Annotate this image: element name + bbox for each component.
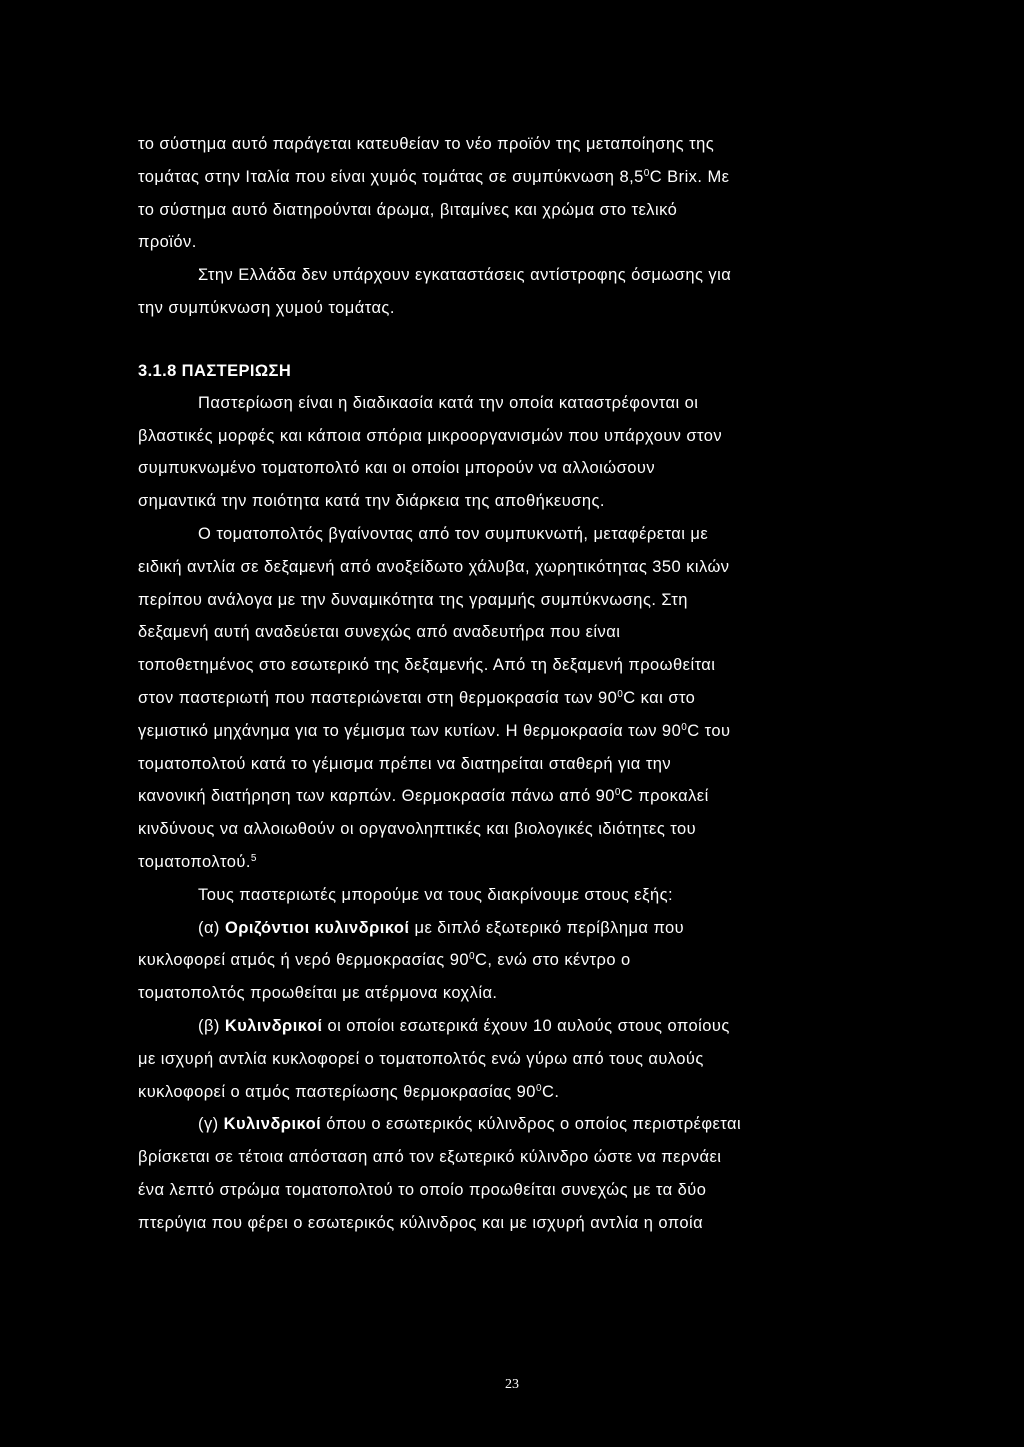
paragraph-line: την συμπύκνωση χυμού τομάτας. xyxy=(138,298,395,317)
list-item-line: (γ) Κυλινδρικοί όπου ο εσωτερικός κύλινδρος ο οποίος περιστρέφεται xyxy=(198,1115,742,1134)
list-item-line: βρίσκεται σε τέτοια απόσταση από τον εξωτερικό κύλινδρο ώστε να περνάει xyxy=(138,1148,722,1167)
paragraph-line: σημαντικά την ποιότητα κατά την διάρκεια της αποθήκευσης. xyxy=(138,492,605,511)
list-item-line: τοματοπολτός προωθείται με ατέρμονα κοχλία. xyxy=(138,984,498,1003)
paragraph-line: Τους παστεριωτές μπορούμε να τους διακρίνουμε στους εξής: xyxy=(198,885,674,904)
list-item-line: με ισχυρή αντλία κυκλοφορεί ο τοματοπολτός ενώ γύρω από τους αυλούς xyxy=(138,1049,704,1068)
paragraph-line: τοματοπολτού κατά το γέμισμα πρέπει να διατηρείται σταθερή για την xyxy=(138,754,672,773)
page-number: 23 xyxy=(505,1377,519,1392)
paragraph-line: συμπυκνωμένο τοματοπολτό και οι οποίοι μπορούν να αλλοιώσουν xyxy=(138,459,656,478)
list-item-line: κυκλοφορεί ο ατμός παστερίωσης θερμοκρασίας $90^0C$. xyxy=(138,1082,560,1101)
paragraph-line: κανονική διατήρηση των καρπών. Θερμοκρασία πάνω από $90^0C$ προκαλεί xyxy=(138,787,709,806)
paragraph-line: περίπου ανάλογα με την δυναμικότητα της γραμμής συμπύκνωσης. Στη xyxy=(138,590,688,609)
paragraph-line: Ο τοματοπολτός βγαίνοντας από τον συμπυκνωτή, μεταφέρεται με xyxy=(198,524,709,543)
paragraph-line: βλαστικές μορφές και κάποια σπόρια μικροοργανισμών που υπάρχουν στον xyxy=(138,426,723,445)
footnote-reference: 5 xyxy=(250,852,257,864)
paragraph-line: τοποθετημένος στο εσωτερικό της δεξαμενής. Από τη δεξαμενή προωθείται xyxy=(138,656,716,675)
list-item-line: κυκλοφορεί ατμός ή νερό θερμοκρασίας $90^0C$, ενώ στο κέντρο ο xyxy=(138,951,631,970)
paragraph-line: Παστερίωση είναι η διαδικασία κατά την οποία καταστρέφονται οι xyxy=(198,393,699,412)
paragraph-line: κινδύνους να αλλοιωθούν οι οργανοληπτικές και βιολογικές ιδιότητες του xyxy=(138,820,697,839)
paragraph-line: το σύστημα αυτό παράγεται κατευθείαν το νέο προϊόν της μεταποίησης της xyxy=(138,135,715,153)
section-heading: 3.1.8 ΠΑΣΤΕΡΙΩΣΗ xyxy=(138,361,292,380)
paragraph-line: προϊόν. xyxy=(138,233,197,252)
list-item-line: (β) Κυλινδρικοί οι οποίοι εσωτερικά έχουν 10 αυλούς στους οποίους xyxy=(198,1016,730,1035)
body-text xyxy=(138,128,852,1240)
paragraph-line: το σύστημα αυτό διατηρούνται άρωμα, βιταμίνες και χρώμα στο τελικό xyxy=(138,200,678,219)
list-item-line: (α) Οριζόντιοι κυλινδρικοί με διπλό εξωτερικό περίβλημα που xyxy=(198,918,685,937)
paragraph-line: γεμιστικό μηχάνημα για το γέμισμα των κυτίων. Η θερμοκρασία των $90^0C$ του xyxy=(138,721,731,740)
paragraph-line: τοματοπολτού.$^5$ xyxy=(138,852,257,871)
paragraph-line: δεξαμενή αυτή αναδεύεται συνεχώς από αναδευτήρα που είναι xyxy=(138,623,621,642)
paragraph-line: ειδική αντλία σε δεξαμενή από ανοξείδωτο χάλυβα, χωρητικότητας 350 κιλών xyxy=(138,557,730,576)
list-item-line: ένα λεπτό στρώμα τοματοπολτού το οποίο προωθείται συνεχώς με τα δύο xyxy=(138,1180,707,1199)
list-item-line: πτερύγια που φέρει ο εσωτερικός κύλινδρος και με ισχυρή αντλία η οποία xyxy=(138,1213,704,1232)
paragraph-line: Στην Ελλάδα δεν υπάρχουν εγκαταστάσεις αντίστροφης όσμωσης για xyxy=(198,266,732,285)
paragraph-line: τομάτας στην Ιταλία που είναι χυμός τομάτας σε συμπύκνωση $8,5^0C$ Brix. Με xyxy=(138,167,730,186)
paragraph-line: στον παστεριωτή που παστεριώνεται στη θερμοκρασία των $90^0C$ και στο xyxy=(138,688,696,707)
